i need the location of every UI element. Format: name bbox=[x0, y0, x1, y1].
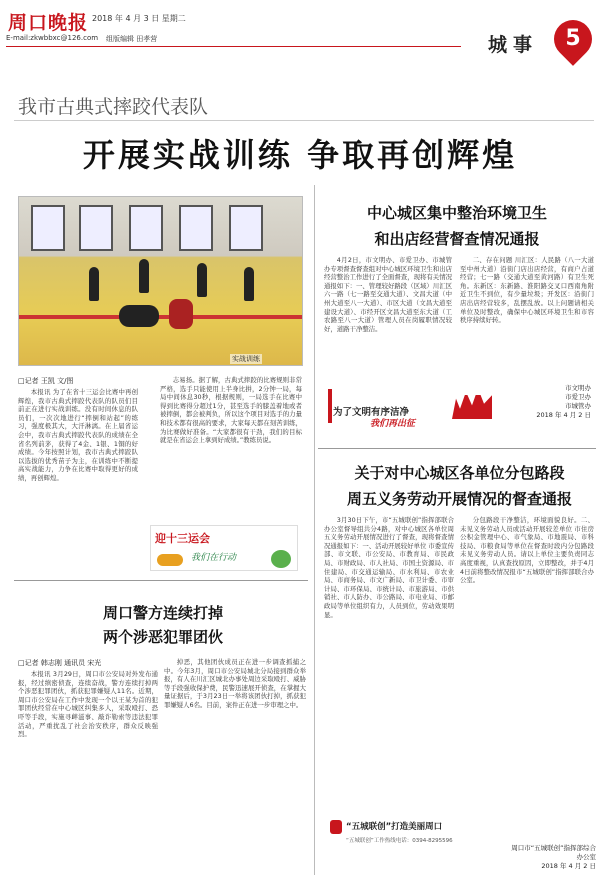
article-kicker: 我市古典式摔跤代表队 bbox=[18, 96, 209, 118]
wrestler-figure bbox=[244, 267, 254, 301]
signature-date: 2018 年 4 月 2 日 bbox=[541, 862, 596, 870]
article2-column-2 bbox=[460, 256, 594, 382]
promo-line-1: 迎十三运会 bbox=[155, 532, 210, 545]
five-cities-banner bbox=[330, 816, 490, 856]
issue-date: 2018 年 4 月 3 日 星期二 bbox=[92, 14, 186, 23]
banner-slogan-line-1: 为了文明有序洁净 bbox=[333, 407, 410, 418]
section-title: 城事 bbox=[488, 34, 539, 56]
section-divider bbox=[14, 580, 308, 581]
article4-text: 本报讯 3月29日，周口市公安局对外发布通报，经过缜密侦查，连续奋战，警方连续打掉两个涉恶犯罪团伙，抓获犯罪嫌疑人11名。近期，周口市公安局在工作中发现一个以王某为首的犯罪团伙经常在中心城区纠集多人，采取殴打、恐吓等手段，实施寻衅滋事、敲诈勒索等违法犯罪活动，严重扰乱了社会治安秩序，群众反映强烈。 bbox=[18, 670, 158, 739]
main-headline: 开展实战训练 争取再创辉煌 bbox=[82, 136, 518, 174]
police-headline-line-2: 两个涉恶犯罪团伙 bbox=[102, 628, 223, 646]
article2-signature bbox=[515, 384, 591, 420]
banner-tower-icon bbox=[328, 389, 332, 423]
volunteer-headline-line-1: 关于对中心城区各单位分包路段 bbox=[354, 464, 565, 482]
article1-text: 志易扬。据了解，古典式摔跤的比赛规则非常严格，选手只能使用上半身比拼，2分钟一局，每局中间休息30秒，根据规则，一局选手在比赛中得到比赛得分超过1分，甚至选手的膝盖着地或者被摔倒，都会被判负，所以这个项目对选手的力量和技术都有很高的要求，大家每天都在刻苦训练，为比赛做好准备。“大家都很有干劲，我们的目标就是在省运会上拿到好成绩。”教练员说。 bbox=[160, 376, 302, 445]
article3-text: 3月30日下午，市“五城联创”指挥部联合办公室督导组共分4路，对中心城区各单位周五义务劳动开展情况进行了督查，现将督查情况通报如下：一、活动开展较好单位 市委宣传部、市文联、市公安局、市教育局、市民政局、市财政局、市人社局、市国土资源局、市住建局、市交通运输局、市水利局、市农业局、市商务局、市文广新局、市卫计委、市审计局、市环保局、市统计局、市旅游局、市供销社、市人防办、市公路局、市电业局、市邮政局等单位组织有力，人员到位，劳动效果明显。 bbox=[324, 516, 454, 619]
promo-decoration-icon bbox=[157, 554, 183, 566]
sanitation-headline bbox=[322, 200, 592, 252]
article1-byline: □记者 王凯 文/图 bbox=[18, 377, 74, 385]
newspaper-logo: 周口晚报 bbox=[8, 12, 89, 34]
article4-text: 掉恶，其他团伙成员正在进一步调查抓捕之中。今年3月，周口市公安局城北分局接到群众举报，有人在川汇区城北办事处周边采取殴打、威胁等手段强收保护费，民警迅速展开侦查，在掌握大量证据后，于3月23日一举将该团伙打掉，抓获犯罪嫌疑人6名。目前，案件正在进一步审理之中。 bbox=[164, 658, 306, 709]
skyline-icon bbox=[452, 385, 492, 419]
wrestler-figure bbox=[89, 267, 99, 301]
police-headline-line-1: 周口警方连续打掉 bbox=[102, 604, 223, 622]
contact-email: E-mail:zkwbbxc@126.com bbox=[6, 34, 99, 42]
volunteer-headline-line-2: 周五义务劳动开展情况的督查通报 bbox=[346, 490, 572, 508]
window-icon bbox=[229, 205, 263, 251]
police-headline bbox=[18, 601, 308, 649]
column-divider bbox=[314, 185, 315, 875]
article3-column-1 bbox=[324, 516, 454, 808]
kicker-rule bbox=[14, 120, 594, 121]
flower-icon bbox=[271, 550, 291, 568]
article3-column-2 bbox=[460, 516, 594, 834]
window-icon bbox=[79, 205, 113, 251]
article2-text: 4月2日，市文明办、市爱卫办、市城管办专项督查督查组对中心城区环境卫生和出店经营整治工作进行了全面督查，现将有关情况通报如下：一、管理较好路段（区域）川汇区六一路（七一路至交通大道）、文昌大道（中州大道至八一大道）、市区大道（文昌大道至建设大道）、市经开区文昌大道至东大道（工农路至八一大道）管理人员在岗履职情况较好，道路干净整洁。 bbox=[324, 256, 452, 333]
article1-text: 本报讯 为了在省十三运会比赛中再创辉煌，我市古典式摔跤代表队的队员们目前正在进行实战训练。没有时间休息的队员们，一次次地进行“摔倒和站起”的练习，强度极其大，大汗淋漓。在上届省运会中，我市古典式摔跤代表队的成绩在全省名列前茅，获得了4金、1银、1铜的好成绩。今年按照计划，我市古典式摔跤队以选拔的优秀苗子为主，在训练中不断提高实战能力，力争在比赛中取得更好的成绩，再创辉煌。 bbox=[18, 388, 138, 482]
games-promo-box bbox=[150, 525, 298, 571]
article4-column-1 bbox=[18, 670, 158, 860]
photo-caption: 实战训练 bbox=[232, 355, 260, 363]
header-rule bbox=[6, 46, 461, 47]
signature-org: 周口市“五城联创”指挥部综合办公室 bbox=[511, 844, 596, 861]
banner-main-text: “五城联创”打造美丽周口 bbox=[346, 822, 443, 832]
signature-date: 2018 年 4 月 2 日 bbox=[536, 411, 591, 419]
signature-org: 市城管办 bbox=[565, 402, 591, 410]
article1-column-1 bbox=[18, 388, 138, 516]
wrestler-figure bbox=[169, 299, 193, 329]
sanitation-headline-line-1: 中心城区集中整治环境卫生 bbox=[366, 204, 547, 222]
page-number: 5 bbox=[565, 26, 581, 51]
banner-hotline: “五城联创”工作热线电话：0394-8295596 bbox=[346, 838, 453, 844]
mat-stripe bbox=[19, 315, 303, 319]
training-photo bbox=[18, 196, 303, 366]
layout-editor: 组版编辑 田孝营 bbox=[106, 35, 158, 43]
article4-byline: □记者 韩志刚 通讯员 宋光 bbox=[18, 659, 102, 667]
article1-column-2 bbox=[160, 376, 302, 518]
article2-column-1 bbox=[324, 256, 452, 380]
wrestler-figure bbox=[139, 259, 149, 293]
five-cities-logo-icon bbox=[330, 820, 342, 834]
banner-slogan-line-2: 我们再出征 bbox=[370, 419, 416, 429]
promo-line-2: 我们在行动 bbox=[191, 553, 237, 563]
article2-text: 二、存在问题 川汇区：人民路（八一大道至中州大道）沿街门店出店经营，有商户占道经营；七一路（交通大道至黄河路）有卫生死角。东新区：东新路、淮阳路交叉口西南角附近卫生不到位，有少量垃圾；开发区：沿街门店出店经营较多，乱摆乱放。以上问题请相关单位及时整改，确保中心城区环境卫生和市容秩序持续好转。 bbox=[460, 256, 594, 325]
article3-text: 分包路段干净整洁，环境面貌良好。二、未见义务劳动人员或活动开展较差单位 市住房公积金管理中心、市气象局、市地震局、市科技局、市粮食局等单位在督查时段内分包路段未见义务劳动人员。请以上单位主要负责同志高度重视，认真查找原因，立即整改，并于4月4日前将整改情况报市“五城联创”指挥部联合办公室。 bbox=[460, 516, 594, 585]
window-icon bbox=[31, 205, 65, 251]
article3-signature bbox=[508, 844, 596, 871]
window-icon bbox=[129, 205, 163, 251]
article4-column-2 bbox=[164, 658, 306, 860]
wrestler-figure bbox=[197, 263, 207, 297]
volunteer-headline bbox=[322, 460, 597, 512]
sanitation-headline-line-2: 和出店经营督查情况通报 bbox=[374, 230, 540, 248]
signature-org: 市文明办 bbox=[565, 384, 591, 392]
window-icon bbox=[179, 205, 213, 251]
wrestlers-grappling bbox=[119, 305, 159, 327]
signature-org: 市爱卫办 bbox=[565, 393, 591, 401]
section-divider bbox=[318, 448, 596, 449]
